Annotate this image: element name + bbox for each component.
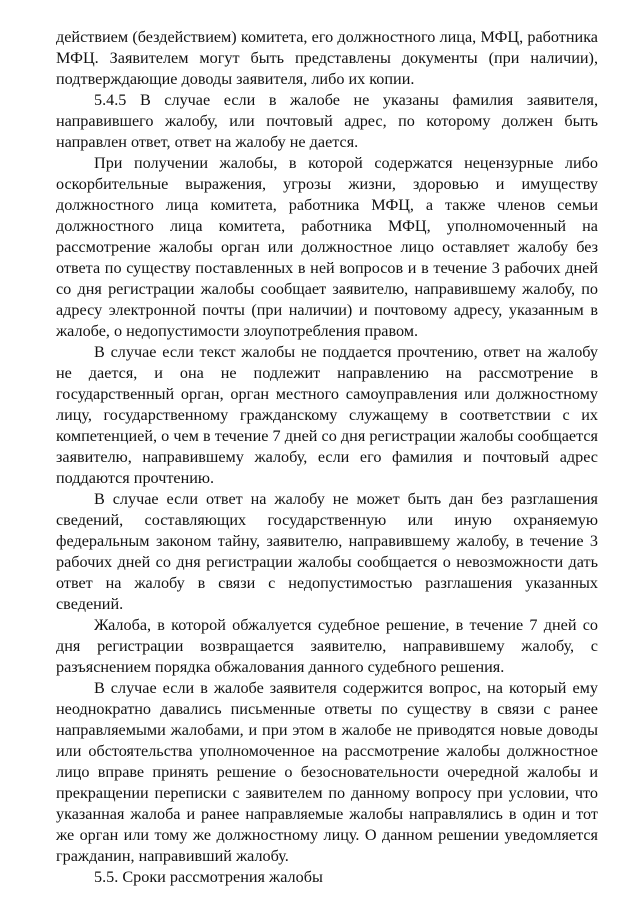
- paragraph-court-decision: Жалоба, в которой обжалуется судебное решение, в течение 7 дней со дня регистрации возвращается заявителю, направившему жалобу, с разъяснением порядка обжалования данного судебного решения.: [56, 616, 598, 676]
- paragraph-obscene-complaint: При получении жалобы, в которой содержатся нецензурные либо оскорбительные выражения, угрозы жизни, здоровью и имуществу должностного лица комитета, работника МФЦ, а также членов семьи должностного лица комитета, работника МФЦ, уполномоченный на рассмотрение жалобы орган или должностное лицо оставляет жалобу без ответа по существу поставленных в ней вопросов и в течение 3 рабочих дней со дня регистрации жалобы сообщает заявителю, направившему жалобу, по адресу электронной почты (при наличии) и почтовому адресу, указанным в жалобе, о недопустимости злоупотребления правом.: [56, 154, 598, 340]
- paragraph-secret-information: В случае если ответ на жалобу не может быть дан без разглашения сведений, составляющих государственную или иную охраняемую федеральным законом тайну, заявителю, направившему жалобу, в течение 3 рабочих дней со дня регистрации жалобы сообщается о невозможности дать ответ на жалобу в связи с недопустимостью разглашения указанных сведений.: [56, 490, 598, 613]
- paragraph-continuation: действием (бездействием) комитета, его должностного лица, МФЦ, работника МФЦ. Заявителем могут быть представлены документы (при наличии), подтверждающие доводы заявителя, либо их копии.: [56, 28, 598, 88]
- paragraph-unreadable-complaint: В случае если текст жалобы не поддается прочтению, ответ на жалобу не дается, и она не подлежит направлению на рассмотрение в государственный орган, орган местного самоуправления или должностному лицу, государственному гражданскому служащему в соответствии с их компетенцией, о чем в течение 7 дней со дня регистрации жалобы сообщается заявителю, направившему жалобу, если его фамилия и почтовый адрес поддаются прочтению.: [56, 343, 598, 487]
- paragraph-repeated-complaint: В случае если в жалобе заявителя содержится вопрос, на который ему неоднократно давались письменные ответы по существу в связи с ранее направляемыми жалобами, и при этом в жалобе не приводятся новые доводы или обстоятельства уполномоченное на рассмотрение жалобы должностное лицо вправе принять решение о безосновательности очередной жалобы и прекращении переписки с заявителем по данному вопросу при условии, что указанная жалоба и ранее направляемые жалобы направлялись в один и тот же орган или тому же должностному лицу. О данном решении уведомляется гражданин, направивший жалобу.: [56, 679, 598, 865]
- section-heading-5-5: 5.5. Сроки рассмотрения жалобы: [94, 868, 323, 886]
- document-page: [56, 27, 598, 888]
- paragraph-5-4-5: 5.4.5 В случае если в жалобе не указаны фамилия заявителя, направившего жалобу, или почтовый адрес, по которому должен быть направлен ответ, ответ на жалобу не дается.: [56, 91, 598, 151]
